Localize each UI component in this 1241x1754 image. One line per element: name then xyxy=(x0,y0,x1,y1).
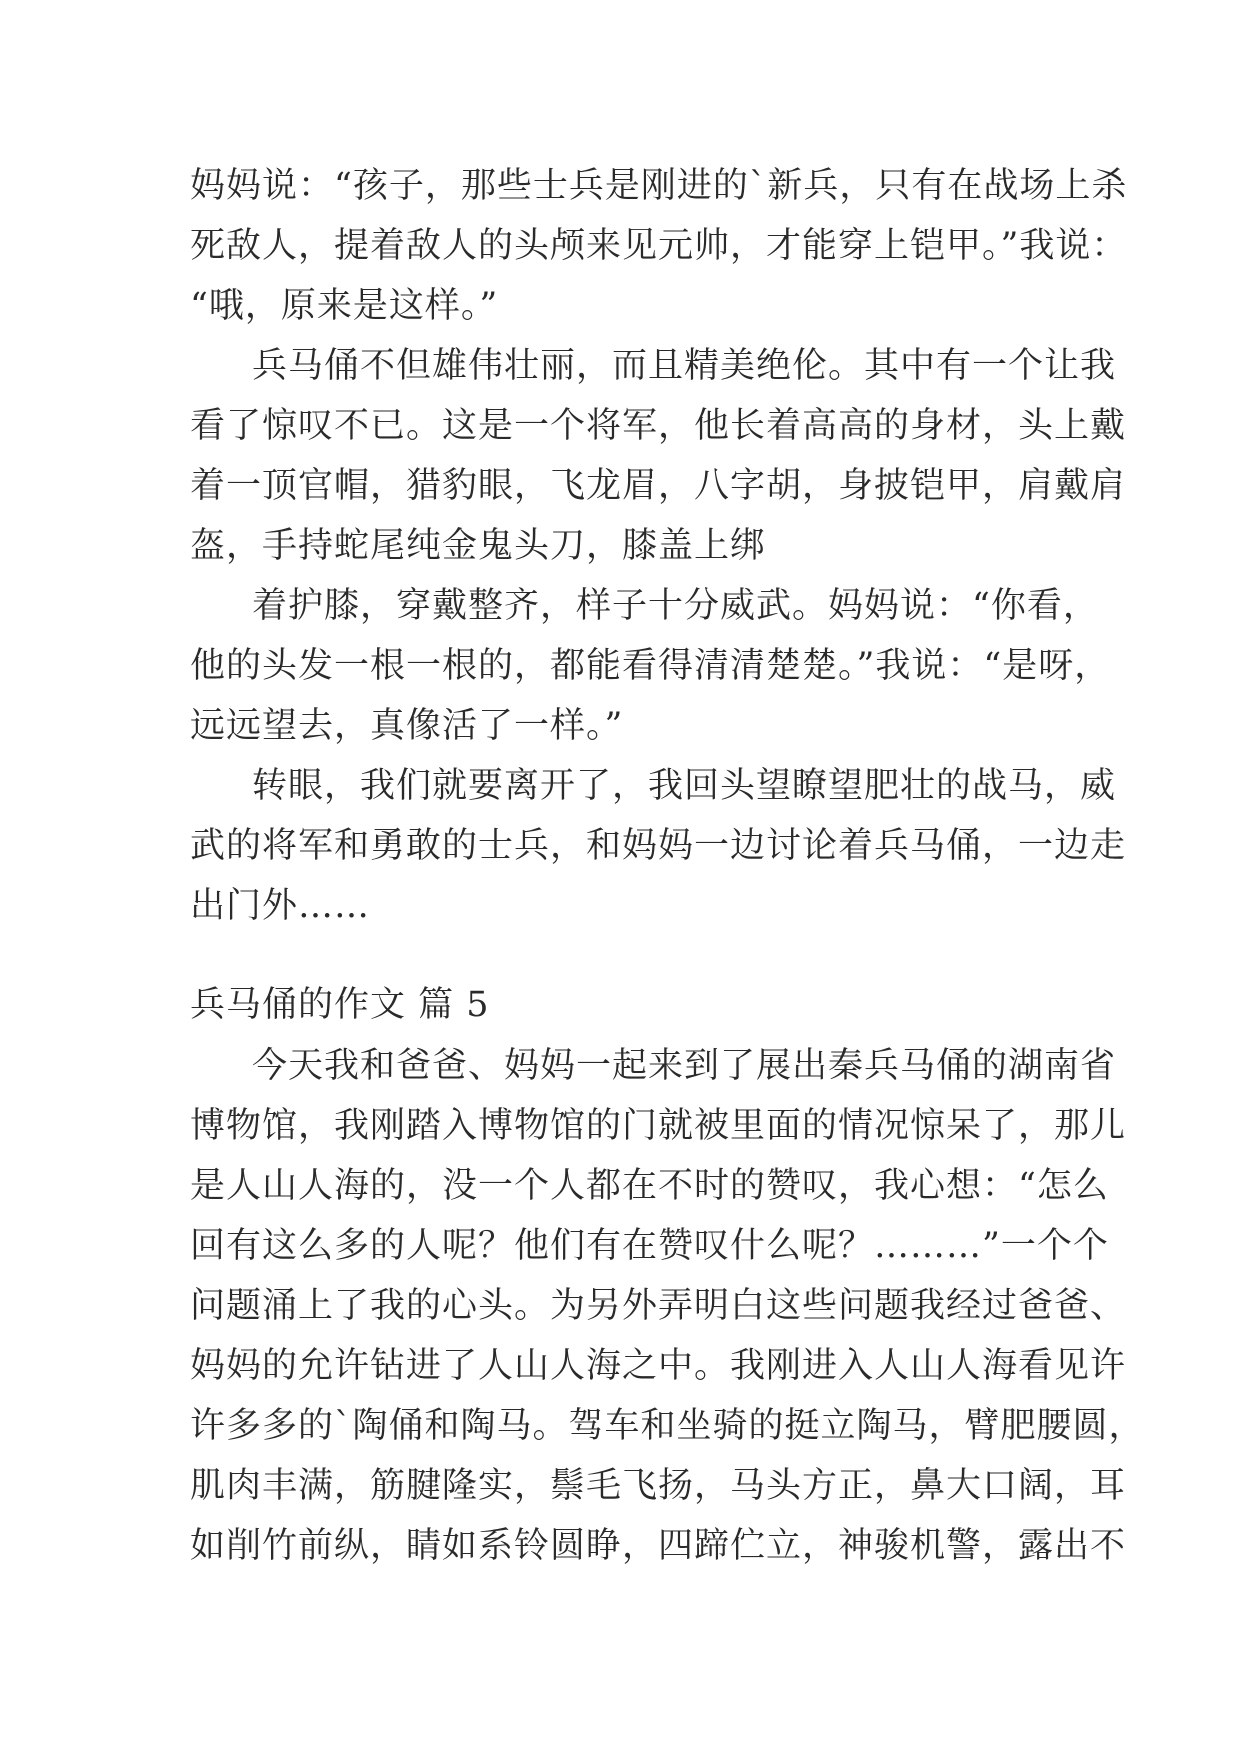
text-line: 着一顶官帽，猎豹眼，飞龙眉，八字胡，身披铠甲，肩戴肩 xyxy=(190,466,1127,506)
text-line: 博物馆，我刚踏入博物馆的门就被里面的情况惊呆了，那儿 xyxy=(190,1106,1127,1146)
text-line: 今天我和爸爸、妈妈一起来到了展出秦兵马俑的湖南省 xyxy=(252,1046,1117,1086)
text-line: 他的头发一根一根的，都能看得清清楚楚。”我说：“是呀， xyxy=(190,646,1111,686)
text-line: 肌肉丰满，筋腱隆实，鬃毛飞扬，马头方正，鼻大口阔，耳 xyxy=(190,1466,1127,1506)
text-line: “哦，原来是这样。” xyxy=(190,286,499,326)
section-heading: 兵马俑的作文 篇 5 xyxy=(190,985,490,1025)
text-line: 远远望去，真像活了一样。” xyxy=(190,706,624,746)
text-line: 妈妈说：“孩子，那些士兵是刚进的`新兵，只有在战场上杀 xyxy=(190,166,1128,206)
text-line: 妈妈的允许钻进了人山人海之中。我刚进入人山人海看见许 xyxy=(190,1346,1127,1386)
text-line: 许多多的`陶俑和陶马。驾车和坐骑的挺立陶马，臂肥腰圆， xyxy=(190,1406,1145,1446)
text-line: 武的将军和勇敢的士兵，和妈妈一边讨论着兵马俑，一边走 xyxy=(190,826,1127,866)
text-line: 问题涌上了我的心头。为另外弄明白这些问题我经过爸爸、 xyxy=(190,1286,1127,1326)
text-line: 着护膝，穿戴整齐，样子十分威武。妈妈说：“你看， xyxy=(252,586,1099,626)
text-line: 转眼，我们就要离开了，我回头望瞭望肥壮的战马，威 xyxy=(252,766,1117,806)
text-line: 如削竹前纵，睛如系铃圆睁，四蹄伫立，神骏机警，露出不 xyxy=(190,1526,1127,1566)
text-line: 出门外…… xyxy=(190,886,371,926)
text-line: 死敌人，提着敌人的头颅来见元帅，才能穿上铠甲。”我说： xyxy=(190,226,1128,266)
text-line: 盔，手持蛇尾纯金鬼头刀，膝盖上绑 xyxy=(190,526,767,566)
text-line: 是人山人海的，没一个人都在不时的赞叹，我心想：“怎么 xyxy=(190,1166,1109,1206)
text-line: 兵马俑不但雄伟壮丽，而且精美绝伦。其中有一个让我 xyxy=(252,346,1117,386)
text-line: 回有这么多的人呢？他们有在赞叹什么呢？………”一个个 xyxy=(190,1226,1109,1266)
text-line: 看了惊叹不已。这是一个将军，他长着高高的身材，头上戴 xyxy=(190,406,1127,446)
